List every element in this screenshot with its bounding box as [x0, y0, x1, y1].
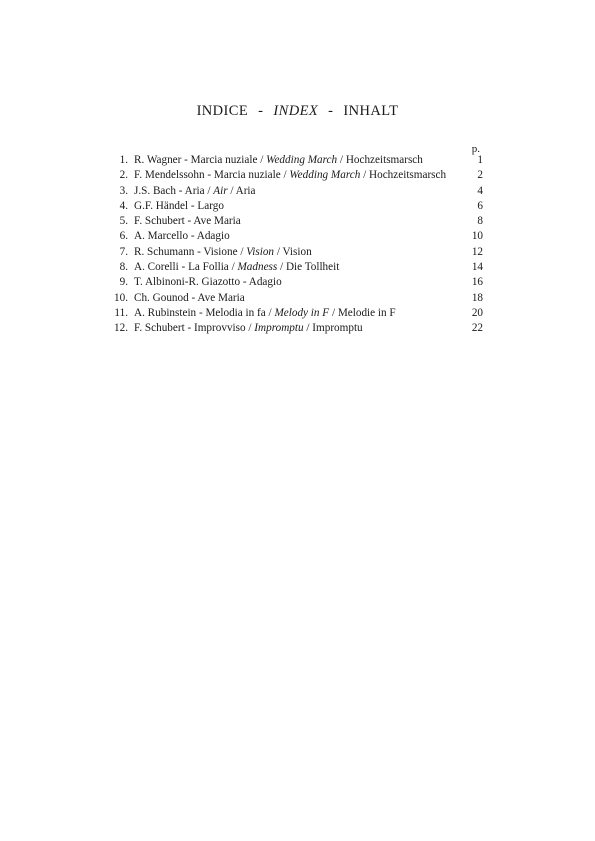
entry-number: 7. — [119, 245, 128, 258]
entry-title: A. Corelli - La Follia / Madness / Die Tollheit — [134, 261, 340, 274]
page-column-header: p. — [471, 143, 480, 155]
entry-number: 12. — [114, 322, 128, 335]
toc-entry[interactable] — [107, 307, 483, 322]
entry-title: J.S. Bach - Aria / Air / Aria — [134, 184, 256, 197]
entry-title: G.F. Händel - Largo — [134, 199, 224, 212]
entry-title: Ch. Gounod - Ave Maria — [134, 291, 245, 304]
entry-number: 11. — [114, 306, 128, 319]
entry-number: 6. — [119, 230, 128, 243]
entry-page: 10 — [471, 230, 483, 243]
entry-number: 10. — [114, 291, 128, 304]
entry-page: 6 — [477, 199, 483, 212]
toc-entry[interactable] — [107, 185, 483, 200]
entry-number: 5. — [119, 215, 128, 228]
entry-title: F. Mendelssohn - Marcia nuziale / Wedding March / Hochzeitsmarsch — [134, 169, 447, 182]
toc-entry[interactable] — [107, 276, 483, 291]
title-separator: - — [258, 103, 264, 119]
entry-number: 9. — [119, 276, 128, 289]
entry-page: 2 — [477, 169, 483, 182]
toc-entry[interactable] — [107, 246, 483, 261]
entry-title: R. Wagner - Marcia nuziale / Wedding March / Hochzeitsmarsch — [134, 154, 423, 166]
entry-page: 1 — [477, 154, 483, 166]
title-english: INDEX — [273, 103, 319, 119]
toc-entry[interactable] — [107, 230, 483, 245]
toc-entry[interactable] — [107, 292, 483, 307]
entry-title: F. Schubert - Improvviso / Impromptu / Impromptu — [134, 322, 363, 335]
entry-page: 20 — [471, 306, 483, 319]
entry-title: R. Schumann - Visione / Vision / Vision — [134, 245, 312, 258]
entry-number: 3. — [119, 184, 128, 197]
entry-number: 1. — [119, 154, 128, 166]
toc-entry[interactable] — [107, 169, 483, 184]
index-title — [0, 103, 595, 120]
entry-number: 8. — [119, 261, 128, 274]
entry-title: T. Albinoni-R. Giazotto - Adagio — [134, 276, 282, 289]
entry-title: F. Schubert - Ave Maria — [134, 215, 241, 228]
entry-page: 8 — [477, 215, 483, 228]
entry-page: 12 — [471, 245, 483, 258]
entry-page: 18 — [471, 291, 483, 304]
toc-entry[interactable] — [107, 261, 483, 276]
entry-page: 22 — [471, 322, 483, 335]
toc-entry[interactable] — [107, 215, 483, 230]
entry-page: 14 — [471, 261, 483, 274]
entry-page: 4 — [477, 184, 483, 197]
entry-page: 16 — [471, 276, 483, 289]
toc-entry[interactable] — [107, 154, 483, 169]
entry-title: A. Marcello - Adagio — [134, 230, 230, 243]
title-italian: INDICE — [196, 103, 249, 119]
entry-title: A. Rubinstein - Melodia in fa / Melody in F / Melodie in F — [134, 306, 396, 319]
toc-entry[interactable] — [107, 200, 483, 215]
title-separator: - — [328, 103, 334, 119]
title-german: INHALT — [343, 103, 399, 119]
toc-entry[interactable] — [107, 322, 483, 337]
table-of-contents — [107, 154, 483, 338]
entry-number: 2. — [119, 169, 128, 182]
entry-number: 4. — [119, 199, 128, 212]
